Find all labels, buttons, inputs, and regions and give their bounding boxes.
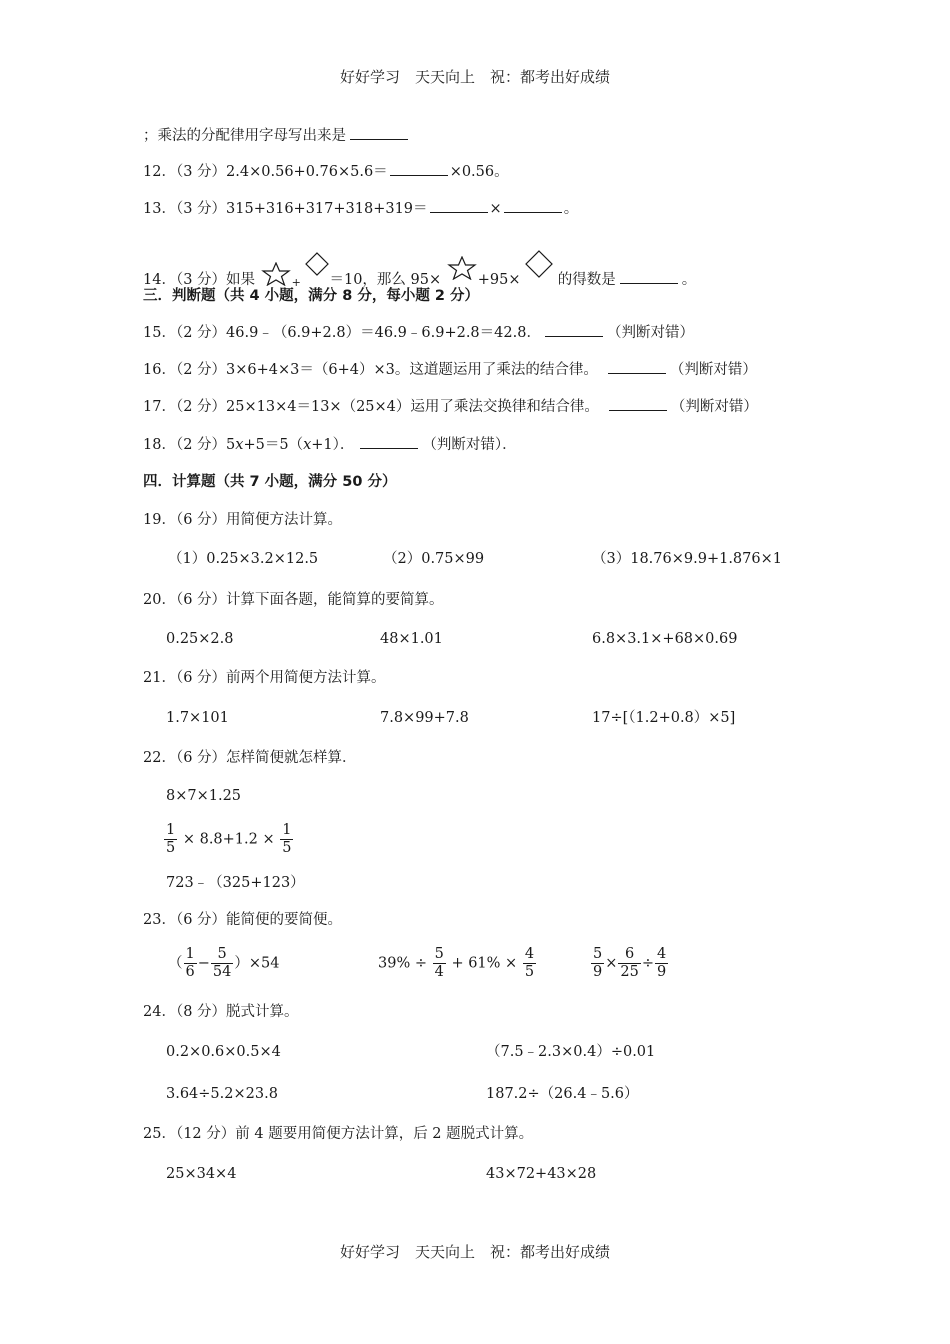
q17-text: 25×13×4＝13×（25×4）运用了乘法交换律和结合律。 <box>226 399 599 415</box>
q23-expr-2-a: 39% ÷ <box>378 955 427 972</box>
q20-item-2: 48×1.01 <box>380 631 443 647</box>
q24-item-3: 3.64÷5.2×23.8 <box>166 1086 278 1102</box>
fraction <box>164 822 177 857</box>
numerator: 4 <box>524 946 535 962</box>
q19-stem: 19．（6 分）用简便方法计算。 <box>143 512 343 528</box>
q22-line-3: 723﹣（325+123） <box>166 875 305 891</box>
q14-number: 14．（3 分） <box>143 272 227 288</box>
fraction <box>618 946 640 981</box>
denominator: 4 <box>434 964 444 980</box>
denominator: 5 <box>166 840 176 856</box>
question-13 <box>143 199 578 219</box>
q25-item-2: 43×72+43×28 <box>486 1166 597 1182</box>
q19-item-2: （2）0.75×99 <box>383 551 485 567</box>
q24-stem: 24．（8 分）脱式计算。 <box>143 1004 299 1020</box>
numerator: 1 <box>185 946 195 962</box>
q24-item-1: 0.2×0.6×0.5×4 <box>166 1044 281 1060</box>
numerator: 5 <box>211 946 233 964</box>
answer-blank[interactable] <box>360 435 418 449</box>
star-icon <box>260 262 292 286</box>
q23-expr-1 <box>168 946 279 981</box>
q16-text: 3×6+4×3＝（6+4）×3。这道题运用了乘法的结合律。 <box>226 362 598 378</box>
q18-hint: （判断对错）． <box>422 437 517 453</box>
question-16 <box>143 360 757 380</box>
fraction <box>433 946 446 981</box>
fraction <box>591 946 604 981</box>
q20-item-3: 6.8×3.1×+68×0.69 <box>592 631 738 647</box>
q12-text: 2.4×0.56+0.76×5.6＝ <box>226 164 388 180</box>
section-3-title: 三．判断题（共 4 小题，满分 8 分，每小题 2 分） <box>143 288 480 304</box>
open-paren: （ <box>168 955 183 972</box>
fraction <box>655 946 668 981</box>
q12-text-2: ×0.56。 <box>449 164 509 180</box>
q13-times: × <box>489 201 502 217</box>
q24-item-4: 187.2÷（26.4﹣5.6） <box>486 1086 639 1102</box>
q17-hint: （判断对错） <box>670 399 758 415</box>
page-footer: 好好学习 天天向上 祝：都考出好成绩 <box>339 1243 610 1261</box>
q14-end: 。 <box>681 272 697 288</box>
denominator: 5 <box>524 964 535 980</box>
q22-expression: × 8.8+1.2 × <box>182 831 275 848</box>
q18-text-3: +1）． <box>311 437 355 453</box>
numerator: 1 <box>282 822 292 838</box>
q23-expr-3 <box>590 946 669 981</box>
page-header: 好好学习 天天向上 祝：都考出好成绩 <box>339 68 610 86</box>
fraction <box>211 946 233 981</box>
q17-number: 17．（2 分） <box>143 399 227 415</box>
q22-line-1: 8×7×1.25 <box>166 788 242 804</box>
answer-blank[interactable] <box>504 199 562 213</box>
q22-line-2 <box>163 822 294 857</box>
q14-plus: + <box>291 276 301 289</box>
question-12 <box>143 162 509 182</box>
denominator: 6 <box>185 964 195 980</box>
q23-expr-2-b: + 61% × <box>451 955 518 972</box>
q16-hint: （判断对错） <box>669 362 757 378</box>
q11-text: ；乘法的分配律用字母写出来是 <box>143 128 346 144</box>
denominator: 9 <box>593 964 603 980</box>
star-icon <box>446 256 478 280</box>
q15-text: 46.9﹣（6.9+2.8）＝46.9﹣6.9+2.8＝42.8． <box>226 325 541 341</box>
q16-number: 16．（2 分） <box>143 362 227 378</box>
numerator: 4 <box>657 946 667 962</box>
answer-blank[interactable] <box>620 270 678 284</box>
q15-hint: （判断对错） <box>606 325 694 341</box>
numerator: 5 <box>593 946 603 962</box>
q21-item-1: 1.7×101 <box>166 710 229 726</box>
fraction <box>184 946 197 981</box>
q18-number: 18．（2 分） <box>143 437 227 453</box>
question-15 <box>143 323 694 343</box>
q13-number: 13．（3 分） <box>143 201 227 217</box>
q20-item-1: 0.25×2.8 <box>166 631 234 647</box>
q19-item-1: （1）0.25×3.2×12.5 <box>168 551 319 567</box>
q18-text-2: +5＝5（ <box>243 437 304 453</box>
q24-item-2: （7.5﹣2.3×0.4）÷0.01 <box>486 1044 656 1060</box>
q21-stem: 21．（6 分）前两个用简便方法计算。 <box>143 670 386 686</box>
q18-variable: x <box>235 437 244 453</box>
q20-stem: 20．（6 分）计算下面各题，能简算的要简算。 <box>143 592 444 608</box>
q11-tail <box>143 126 412 146</box>
q25-stem: 25．（12 分）前 4 题要用简便方法计算，后 2 题脱式计算。 <box>143 1126 534 1142</box>
question-18 <box>143 435 517 455</box>
answer-blank[interactable] <box>608 360 666 374</box>
answer-blank[interactable] <box>350 126 408 140</box>
q12-number: 12．（3 分） <box>143 164 227 180</box>
minus-sign: − <box>197 955 210 972</box>
q14-text-2: ＝10，那么 95× <box>329 272 442 288</box>
denominator: 54 <box>212 964 232 980</box>
numerator: 5 <box>434 946 444 962</box>
q18-text: 5 <box>226 437 236 453</box>
question-17 <box>143 397 758 417</box>
q19-item-3: （3）18.76×9.9+1.876×1 <box>592 551 782 567</box>
times-sign: × <box>605 955 618 972</box>
numerator: 6 <box>618 946 640 964</box>
q13-end: 。 <box>563 201 579 217</box>
q18-variable: x <box>303 437 312 453</box>
q23-stem: 23．（6 分）能简便的要简便。 <box>143 912 343 928</box>
diamond-icon <box>525 250 553 278</box>
q14-text-4: 的得数是 <box>557 272 616 288</box>
answer-blank[interactable] <box>430 199 488 213</box>
denominator: 5 <box>282 840 292 856</box>
q21-item-2: 7.8×99+7.8 <box>380 710 469 726</box>
q21-item-3: 17÷[（1.2+0.8）×5] <box>592 710 736 726</box>
denominator: 9 <box>657 964 667 980</box>
q15-number: 15．（2 分） <box>143 325 227 341</box>
q14-text-3: +95× <box>477 272 521 288</box>
q14-text: 如果 <box>226 272 256 288</box>
answer-blank[interactable] <box>390 162 448 176</box>
q22-stem: 22．（6 分）怎样简便就怎样算． <box>143 750 357 766</box>
section-4-title: 四．计算题（共 7 小题，满分 50 分） <box>143 474 397 490</box>
q23-expr-2 <box>378 946 537 981</box>
numerator: 1 <box>166 822 176 838</box>
answer-blank[interactable] <box>609 397 667 411</box>
q23-expr-1-tail: ）×54 <box>234 955 280 972</box>
q25-item-1: 25×34×4 <box>166 1166 237 1182</box>
denominator: 25 <box>620 964 639 980</box>
answer-blank[interactable] <box>545 323 603 337</box>
divide-sign: ÷ <box>641 955 654 972</box>
fraction <box>280 822 293 857</box>
fraction <box>523 946 536 981</box>
diamond-icon <box>305 252 329 278</box>
q13-text: 315+316+317+318+319＝ <box>226 201 428 217</box>
